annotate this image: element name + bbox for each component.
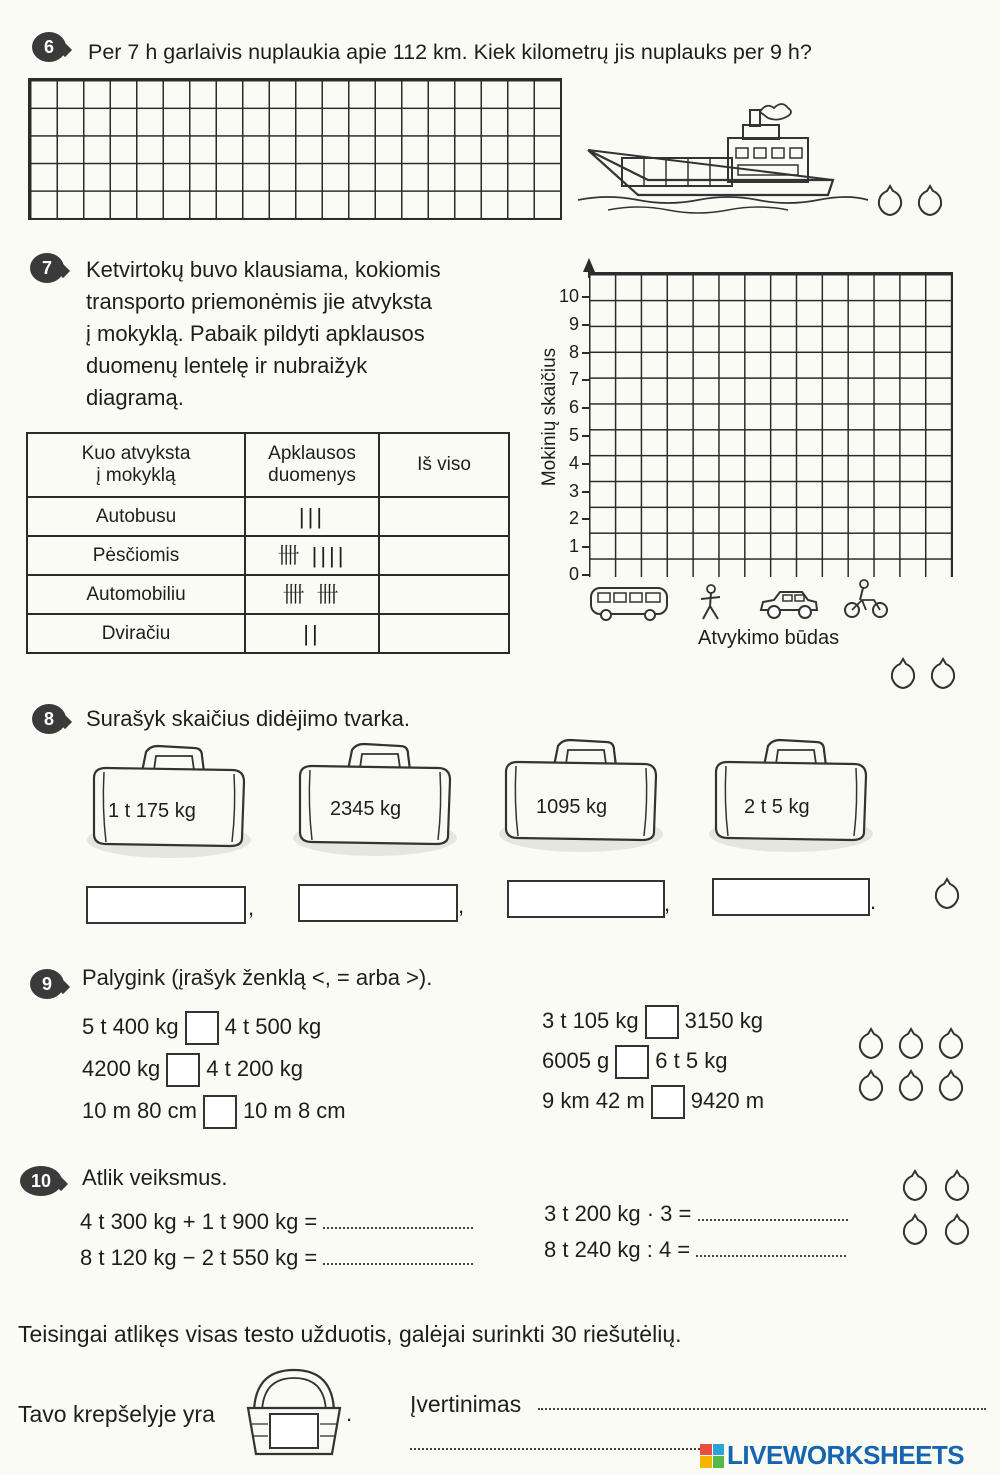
- answer-line[interactable]: [323, 1245, 473, 1265]
- nut-score-icon: [936, 1026, 966, 1060]
- compare-row: 6005 g 6 t 5 kg: [542, 1042, 764, 1082]
- chart-y-tick-mark: [582, 463, 590, 465]
- chart-y-tick: 3: [568, 480, 579, 501]
- chart-y-tick: 8: [568, 341, 579, 362]
- task-10-badge: 10: [20, 1166, 62, 1196]
- basket-icon: [244, 1364, 344, 1458]
- grade-label: Įvertinimas: [410, 1391, 522, 1417]
- chart-y-tick-mark: [582, 324, 590, 326]
- comparison-sign-box[interactable]: [645, 1005, 679, 1039]
- operation-row: 4 t 300 kg + 1 t 900 kg =: [80, 1206, 473, 1242]
- nut-score-icon: [942, 1168, 972, 1202]
- nut-score-icon: [900, 1168, 930, 1202]
- compare-row: 9 km 42 m 9420 m: [542, 1082, 764, 1122]
- task-6-answer-grid[interactable]: [28, 78, 562, 220]
- tally-cell: |||: [245, 497, 379, 536]
- operations-left-column: [80, 1206, 473, 1278]
- task-7-instructions: Ketvirtokų buvo klausiama, kokiomis transporto priemonėmis jie atvyksta į mokyklą. Pabaik pildyti apklausos duomenų lentelę ir nubraižyk diagramą.: [86, 257, 441, 410]
- task-6-badge: 6: [32, 32, 66, 62]
- nut-score-icon: [942, 1212, 972, 1246]
- nut-score-icon: [875, 183, 905, 217]
- table-header: Kuo atvyksta į mokyklą: [27, 433, 245, 497]
- compare-row: 4200 kg 4 t 200 kg: [82, 1050, 346, 1092]
- compare-row: 3 t 105 kg 3150 kg: [542, 1002, 764, 1042]
- task-6-question: Per 7 h garlaivis nuplaukia apie 112 km. Kiek kilometrų jis nuplauks per 9 h?: [88, 40, 812, 64]
- task-8-question: Surašyk skaičius didėjimo tvarka.: [86, 706, 411, 731]
- chart-x-axis-label: Atvykimo būdas: [698, 627, 840, 649]
- comparison-sign-box[interactable]: [203, 1095, 237, 1129]
- order-answer-box-1[interactable]: [86, 886, 246, 924]
- liveworksheets-logo: LIVEWORKSHEETS: [700, 1440, 964, 1471]
- nut-score-icon: [932, 876, 962, 910]
- compare-row: 10 m 80 cm 10 m 8 cm: [82, 1092, 346, 1134]
- footer-summary: Teisingai atlikęs visas testo užduotis, galėjai surinkti 30 riešutėlių.: [18, 1321, 682, 1347]
- table-row: Dviračiu ||: [27, 614, 509, 653]
- answer-line[interactable]: [698, 1201, 848, 1221]
- nut-score-icon: [928, 656, 958, 690]
- compare-left-column: [82, 1008, 346, 1134]
- comparison-sign-box[interactable]: [615, 1045, 649, 1079]
- nut-score-icon: [888, 656, 918, 690]
- task-7-badge: 7: [30, 253, 64, 283]
- nut-score-icon: [896, 1068, 926, 1102]
- compare-right-column: [542, 1002, 764, 1122]
- total-input-cell[interactable]: [379, 497, 509, 536]
- chart-y-tick-mark: [582, 379, 590, 381]
- chart-y-tick: 4: [568, 452, 579, 473]
- survey-table: [26, 432, 510, 654]
- chart-y-tick: 7: [568, 369, 579, 390]
- suitcase-2-weight: 2345 kg: [330, 798, 402, 820]
- comparison-sign-box[interactable]: [166, 1053, 200, 1087]
- chart-y-tick: 2: [568, 508, 579, 529]
- operations-right-column: [544, 1198, 848, 1270]
- comparison-sign-box[interactable]: [651, 1085, 685, 1119]
- chart-y-tick: 6: [568, 397, 579, 418]
- order-answer-box-2[interactable]: [298, 884, 458, 922]
- operation-row: 8 t 120 kg − 2 t 550 kg =: [80, 1242, 473, 1278]
- operation-row: 3 t 200 kg · 3 =: [544, 1198, 848, 1234]
- grade-answer-line-2[interactable]: [410, 1448, 700, 1450]
- nut-score-icon: [896, 1026, 926, 1060]
- steamboat-illustration: [578, 100, 868, 220]
- basket-label: Tavo krepšelyje yra: [18, 1401, 215, 1427]
- chart-y-tick: 10: [558, 286, 579, 306]
- comparison-sign-box[interactable]: [185, 1011, 219, 1045]
- nut-score-icon: [900, 1212, 930, 1246]
- chart-y-tick: 0: [568, 564, 579, 584]
- chart-y-axis-label: Mokinių skaičius: [539, 347, 560, 487]
- walking-person-icon: [698, 584, 724, 622]
- chart-y-tick-mark: [582, 574, 590, 576]
- chart-y-tick: 9: [568, 313, 579, 334]
- chart-y-tick-mark: [582, 546, 590, 548]
- suitcase-3-weight: 1095 kg: [536, 796, 608, 818]
- total-input-cell[interactable]: [379, 575, 509, 614]
- chart-y-tick-mark: [582, 435, 590, 437]
- order-answer-box-4[interactable]: [712, 878, 870, 916]
- bus-icon: [588, 584, 672, 624]
- answer-line[interactable]: [696, 1237, 846, 1257]
- table-row: Autobusu |||: [27, 497, 509, 536]
- nut-score-icon: [936, 1068, 966, 1102]
- tally-cell: 卌 ||||: [245, 536, 379, 575]
- logo-icon: [700, 1444, 724, 1468]
- task-8-badge: 8: [32, 704, 66, 734]
- nut-score-icon: [856, 1068, 886, 1102]
- nut-score-icon: [856, 1026, 886, 1060]
- chart-y-tick-mark: [582, 352, 590, 354]
- nut-score-icon: [915, 183, 945, 217]
- total-input-cell[interactable]: [379, 614, 509, 653]
- tally-cell: 卌 卌: [245, 575, 379, 614]
- table-row: Automobiliu 卌 卌: [27, 575, 509, 614]
- compare-row: 5 t 400 kg 4 t 500 kg: [82, 1008, 346, 1050]
- tally-cell: ||: [245, 614, 379, 653]
- chart-y-tick-mark: [582, 296, 590, 298]
- operation-row: 8 t 240 kg : 4 =: [544, 1234, 848, 1270]
- chart-y-tick-mark: [582, 407, 590, 409]
- bar-chart-grid[interactable]: [589, 272, 953, 577]
- order-answer-box-3[interactable]: [507, 880, 665, 918]
- chart-y-tick: 5: [568, 425, 579, 445]
- car-icon: [758, 588, 820, 622]
- task-9-badge: 9: [30, 969, 64, 999]
- answer-line[interactable]: [323, 1209, 473, 1229]
- table-header: Iš viso: [379, 433, 509, 497]
- table-header: Apklausos duomenys: [245, 433, 379, 497]
- chart-y-tick-mark: [582, 518, 590, 520]
- total-input-cell[interactable]: [379, 536, 509, 575]
- chart-y-tick-mark: [582, 491, 590, 493]
- chart-y-tick: 1: [568, 536, 579, 557]
- grade-answer-line[interactable]: [538, 1408, 986, 1410]
- task-10-question: Atlik veiksmus.: [82, 1165, 228, 1190]
- task-9-question: Palygink (įrašyk ženklą <, = arba >).: [82, 965, 433, 990]
- suitcase-1-weight: 1 t 175 kg: [108, 800, 196, 822]
- suitcase-4-weight: 2 t 5 kg: [744, 796, 810, 818]
- table-row: Pėsčiomis 卌 ||||: [27, 536, 509, 575]
- bicycle-icon: [842, 578, 892, 620]
